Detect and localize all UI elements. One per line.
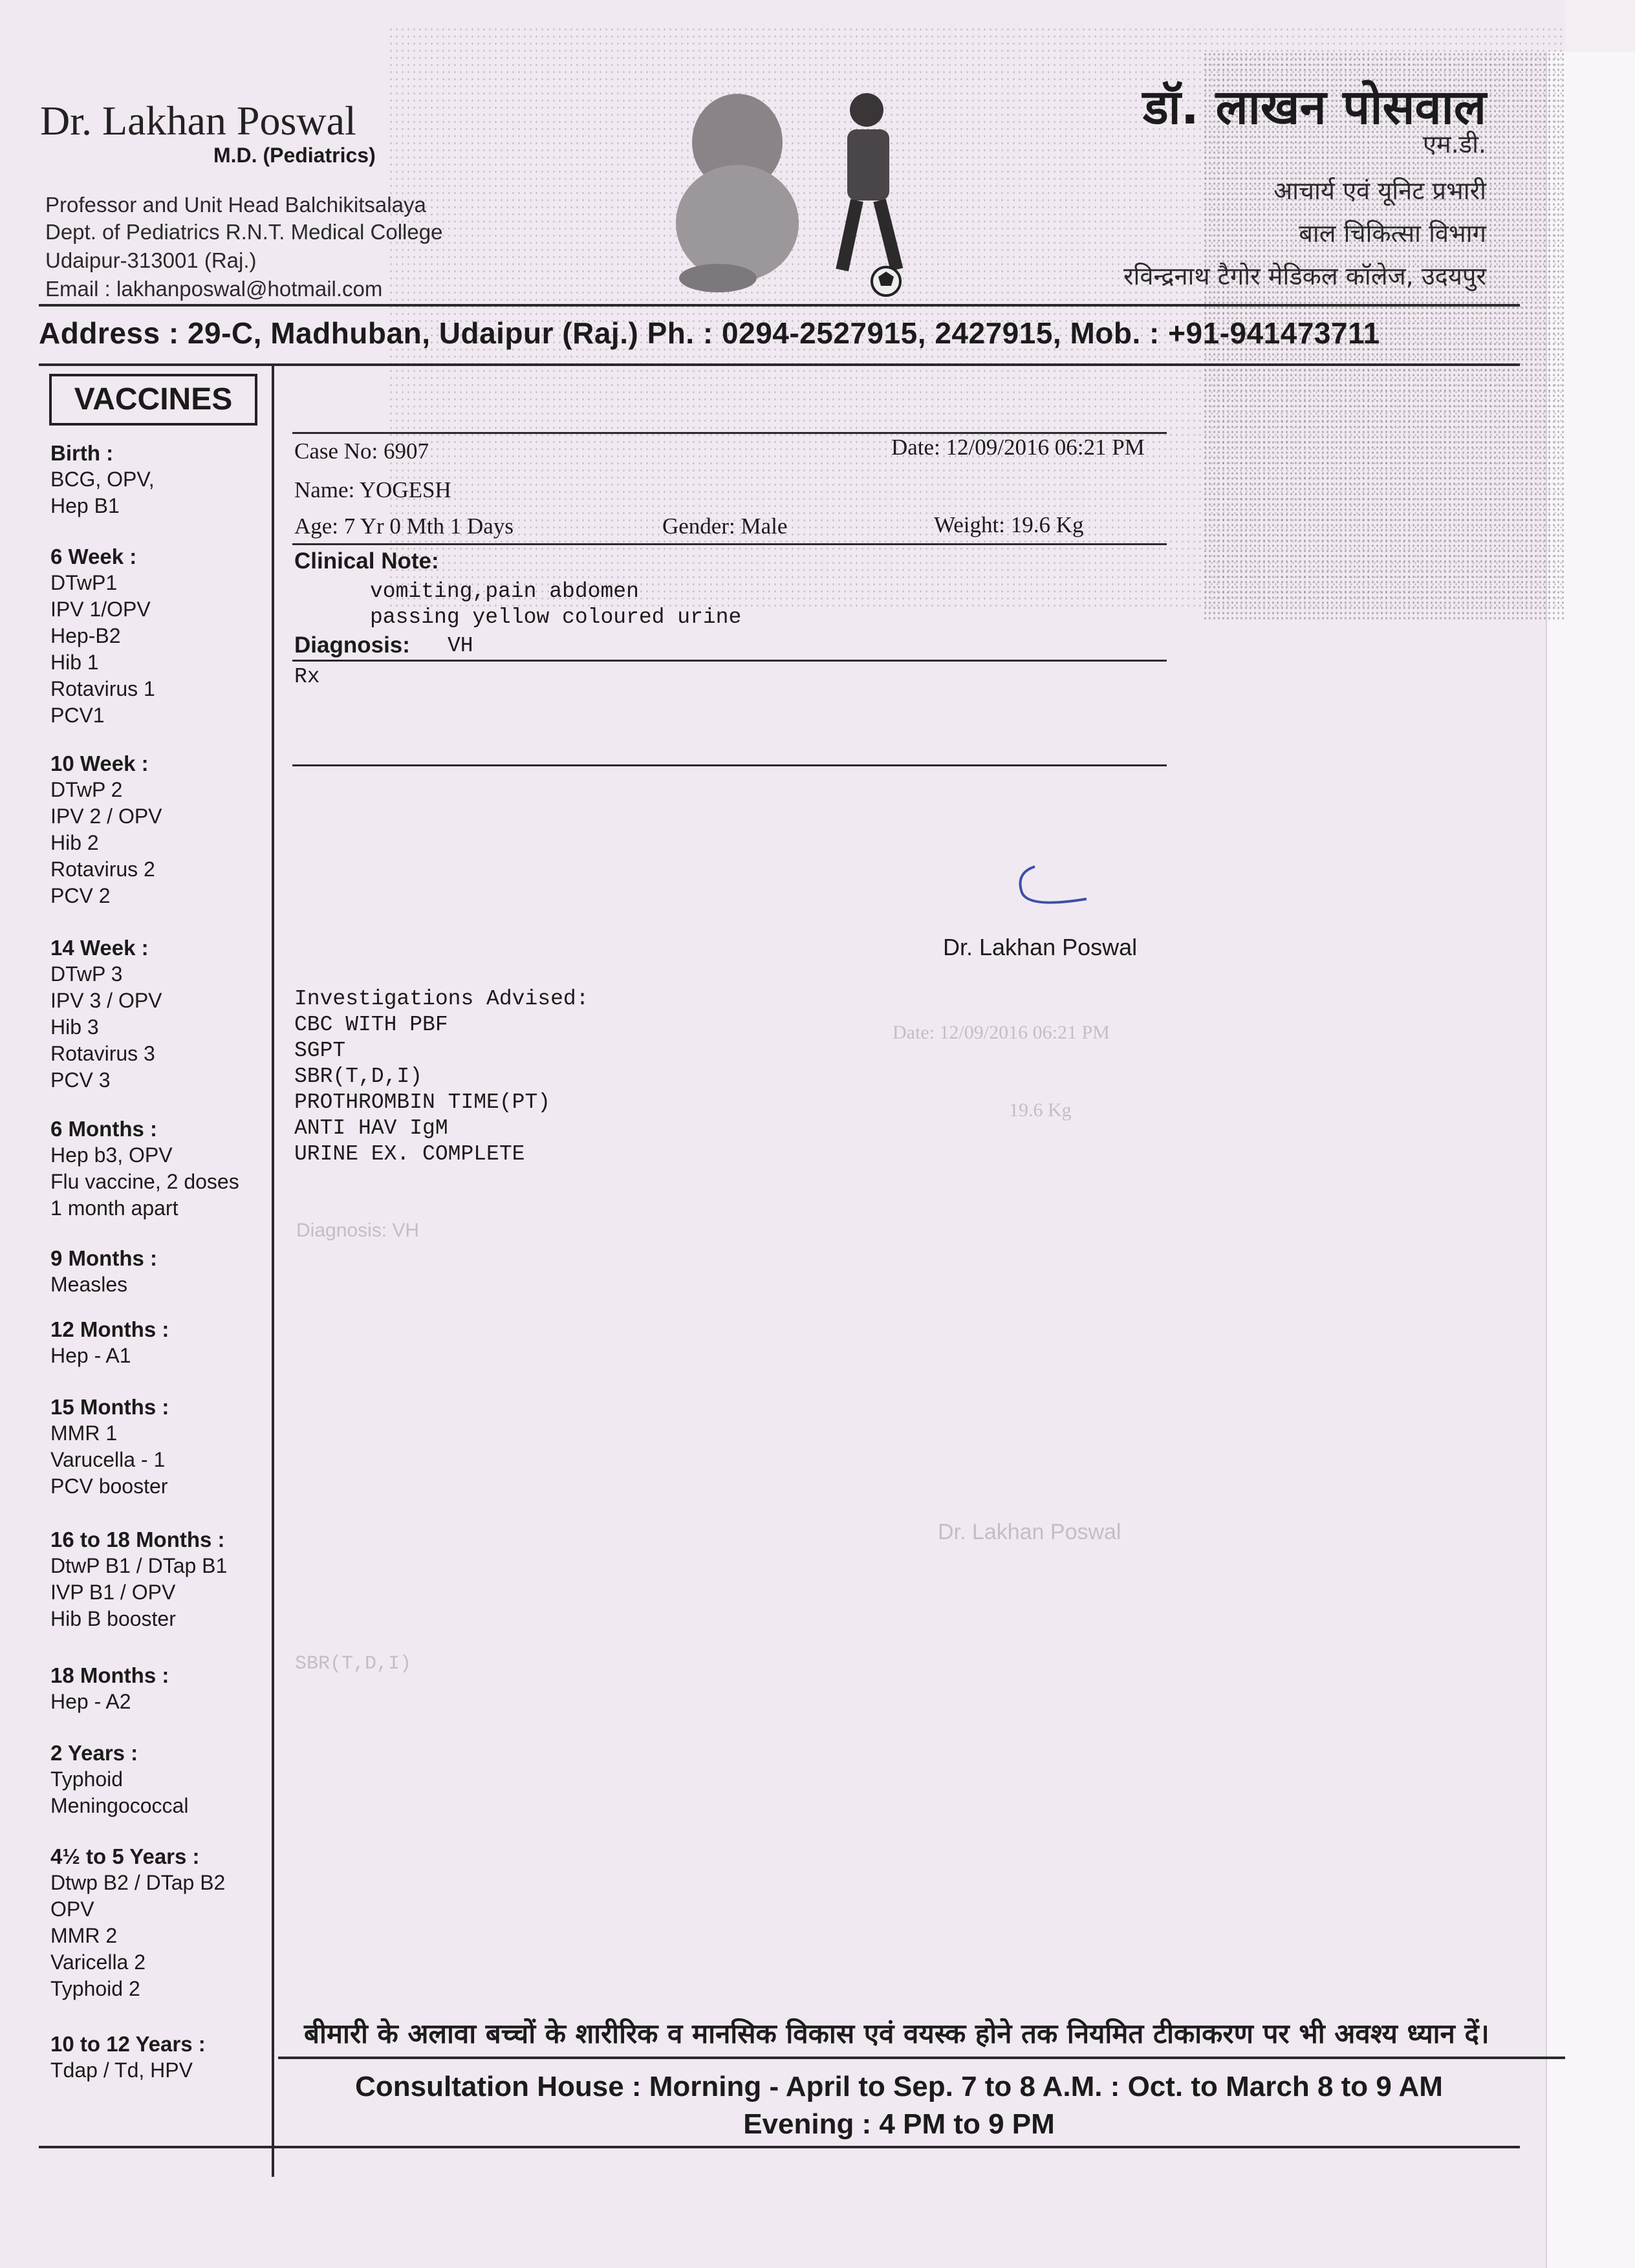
patient-age: Age: 7 Yr 0 Mth 1 Days [294, 513, 514, 539]
vaccine-group-heading: 14 Week : [50, 936, 149, 960]
vaccine-item: DTwP 2 [50, 778, 123, 801]
children-illustration [640, 84, 951, 297]
vaccine-group-heading: 6 Week : [50, 545, 137, 568]
vaccine-item: Meningococcal [50, 1794, 189, 1817]
vaccine-group-heading: 15 Months : [50, 1395, 169, 1419]
visit-date: Date: 12/09/2016 06:21 PM [891, 435, 1145, 460]
ghost-signature: Dr. Lakhan Poswal [938, 1520, 1121, 1544]
vaccine-item: Tdap / Td, HPV [50, 2058, 193, 2082]
diagnosis-rule [292, 660, 1167, 662]
hindi-qualification: एम.डी. [1422, 130, 1486, 158]
rx-symbol: Rx [294, 665, 320, 689]
investigation-item: ANTI HAV IgM [294, 1116, 448, 1140]
patient-gender: Gender: Male [662, 513, 788, 539]
ghost-sbr: SBR(T,D,I) [295, 1653, 412, 1675]
investigation-item: PROTHROMBIN TIME(PT) [294, 1090, 551, 1114]
vaccine-item: Rotavirus 2 [50, 858, 155, 881]
doctor-designation: Professor and Unit Head Balchikitsalaya [45, 193, 426, 217]
signature-mark [1009, 860, 1138, 912]
vaccine-item: Typhoid [50, 1767, 124, 1791]
header-rule-top [39, 304, 1520, 307]
vaccine-item: PCV 2 [50, 884, 111, 907]
vaccine-group [50, 543, 283, 729]
hindi-designation: आचार्य एवं यूनिट प्रभारी [1273, 177, 1486, 205]
vaccine-item: Rotavirus 3 [50, 1042, 155, 1065]
vaccine-item: 1 month apart [50, 1196, 179, 1220]
vaccine-item: Hib 1 [50, 651, 99, 674]
vaccine-item: DTwP 3 [50, 962, 123, 986]
hindi-doctor-name: डॉ. लाखन पोसवाल [1142, 80, 1486, 135]
vaccine-group [50, 440, 283, 519]
vaccine-item: Dtwp B2 / DTap B2 [50, 1871, 226, 1894]
vaccine-item: Flu vaccine, 2 doses [50, 1170, 239, 1193]
hindi-department: बाल चिकित्सा विभाग [1299, 219, 1486, 248]
ghost-date: Date: 12/09/2016 06:21 PM [893, 1022, 1110, 1043]
vaccine-group [50, 750, 283, 909]
vaccine-item: OPV [50, 1897, 94, 1921]
vaccine-group-heading: 10 to 12 Years : [50, 2032, 206, 2056]
vaccine-item: DTwP1 [50, 571, 118, 594]
consultation-hours: Consultation House : Morning - April to Sep. 7 to 8 A.M. : Oct. to March 8 to 9 AM [355, 2071, 1443, 2102]
vaccine-group-heading: 2 Years : [50, 1741, 138, 1765]
vaccine-group [50, 2031, 283, 2084]
investigation-item: SGPT [294, 1039, 346, 1063]
vaccine-item: Hep-B2 [50, 624, 121, 647]
clinical-note-line: passing yellow coloured urine [370, 605, 742, 629]
investigations-label: Investigations Advised: [294, 987, 589, 1011]
patient-rule-top [292, 432, 1167, 434]
clinical-note-line: vomiting,pain abdomen [370, 579, 639, 603]
investigation-item: URINE EX. COMPLETE [294, 1142, 525, 1166]
footer-rule-top [278, 2057, 1565, 2059]
doctor-city: Udaipur-313001 (Raj.) [45, 248, 257, 272]
patient-rule-bottom [292, 543, 1167, 545]
vaccine-item: Hep B1 [50, 494, 120, 517]
vaccine-item: Varucella - 1 [50, 1448, 166, 1471]
vaccine-group [50, 1245, 283, 1298]
doctor-email: Email : lakhanposwal@hotmail.com [45, 277, 383, 301]
vaccine-group [50, 1740, 283, 1819]
vaccine-group-heading: 4½ to 5 Years : [50, 1844, 200, 1868]
vaccine-group-heading: Birth : [50, 441, 114, 465]
vaccine-item: IPV 3 / OPV [50, 989, 162, 1012]
doctor-qualification: M.D. (Pediatrics) [213, 144, 376, 167]
patient-weight: Weight: 19.6 Kg [934, 512, 1084, 537]
investigation-item: CBC WITH PBF [294, 1013, 448, 1037]
vaccine-item: PCV booster [50, 1474, 168, 1498]
vaccine-group [50, 1316, 283, 1369]
header-rule-bottom [39, 363, 1520, 366]
vaccine-group-heading: 12 Months : [50, 1317, 169, 1341]
vaccine-item: Hep - A2 [50, 1690, 131, 1713]
diagnosis-value: VH [448, 634, 473, 658]
evening-hours: Evening : 4 PM to 9 PM [743, 2108, 1055, 2140]
doctor-signature-name: Dr. Lakhan Poswal [943, 934, 1138, 960]
vaccine-item: Hib B booster [50, 1607, 176, 1630]
vaccine-item: BCG, OPV, [50, 468, 155, 491]
vaccine-group [50, 1394, 283, 1500]
vaccines-title: VACCINES [49, 374, 257, 426]
case-number: Case No: 6907 [294, 438, 429, 464]
vaccine-group-heading: 6 Months : [50, 1117, 157, 1141]
vaccine-group [50, 1843, 283, 2002]
vaccine-item: Rotavirus 1 [50, 677, 155, 700]
investigation-item: SBR(T,D,I) [294, 1064, 423, 1088]
vaccine-item: Hib 2 [50, 831, 99, 854]
vaccine-item: Hep - A1 [50, 1344, 131, 1367]
vaccine-group [50, 1662, 283, 1715]
ghost-weight: 19.6 Kg [1009, 1099, 1072, 1121]
doctor-name: Dr. Lakhan Poswal [40, 98, 356, 144]
vaccine-item: Hep b3, OPV [50, 1143, 173, 1167]
vaccine-item: IPV 2 / OPV [50, 805, 162, 828]
patient-name: Name: YOGESH [294, 477, 451, 502]
vaccine-item: MMR 1 [50, 1421, 118, 1445]
vaccine-item: PCV 3 [50, 1068, 111, 1092]
diagnosis-label: Diagnosis: [294, 632, 410, 658]
vaccine-group-heading: 9 Months : [50, 1246, 157, 1270]
vaccine-item: PCV1 [50, 704, 105, 727]
footer-rule-bottom [39, 2146, 1520, 2148]
vaccine-item: Measles [50, 1273, 128, 1296]
vaccine-group-heading: 16 to 18 Months : [50, 1528, 225, 1551]
vaccine-item: DtwP B1 / DTap B1 [50, 1554, 228, 1577]
vaccine-item: IVP B1 / OPV [50, 1581, 176, 1604]
doctor-department: Dept. of Pediatrics R.N.T. Medical College [45, 220, 443, 244]
vaccine-item: Typhoid 2 [50, 1977, 140, 2000]
vaccine-group-heading: 18 Months : [50, 1663, 169, 1687]
clinical-note-label: Clinical Note: [294, 548, 439, 574]
vaccine-group [50, 1116, 283, 1222]
vaccine-item: IPV 1/OPV [50, 598, 151, 621]
rx-rule [292, 764, 1167, 766]
address-line: Address : 29-C, Madhuban, Udaipur (Raj.) Ph. : 0294-2527915, 2427915, Mob. : +91-941473711 [39, 316, 1380, 350]
vaccine-group-heading: 10 Week : [50, 751, 149, 775]
vaccine-item: MMR 2 [50, 1924, 118, 1947]
vaccine-item: Hib 3 [50, 1015, 99, 1039]
hindi-college: रविन्द्रनाथ टैगोर मेडिकल कॉलेज, उदयपुर [1123, 262, 1486, 290]
hindi-advisory-note: बीमारी के अलावा बच्चों के शारीरिक व मानसिक विकास एवं वयस्क होने तक नियमित टीकाकरण पर भी अवश्य ध्यान दें। [304, 2018, 1489, 2049]
ghost-diagnosis: Diagnosis: VH [296, 1220, 420, 1241]
vaccine-item: Varicella 2 [50, 1950, 146, 1974]
vaccine-group [50, 1526, 283, 1632]
vaccine-group [50, 934, 283, 1094]
